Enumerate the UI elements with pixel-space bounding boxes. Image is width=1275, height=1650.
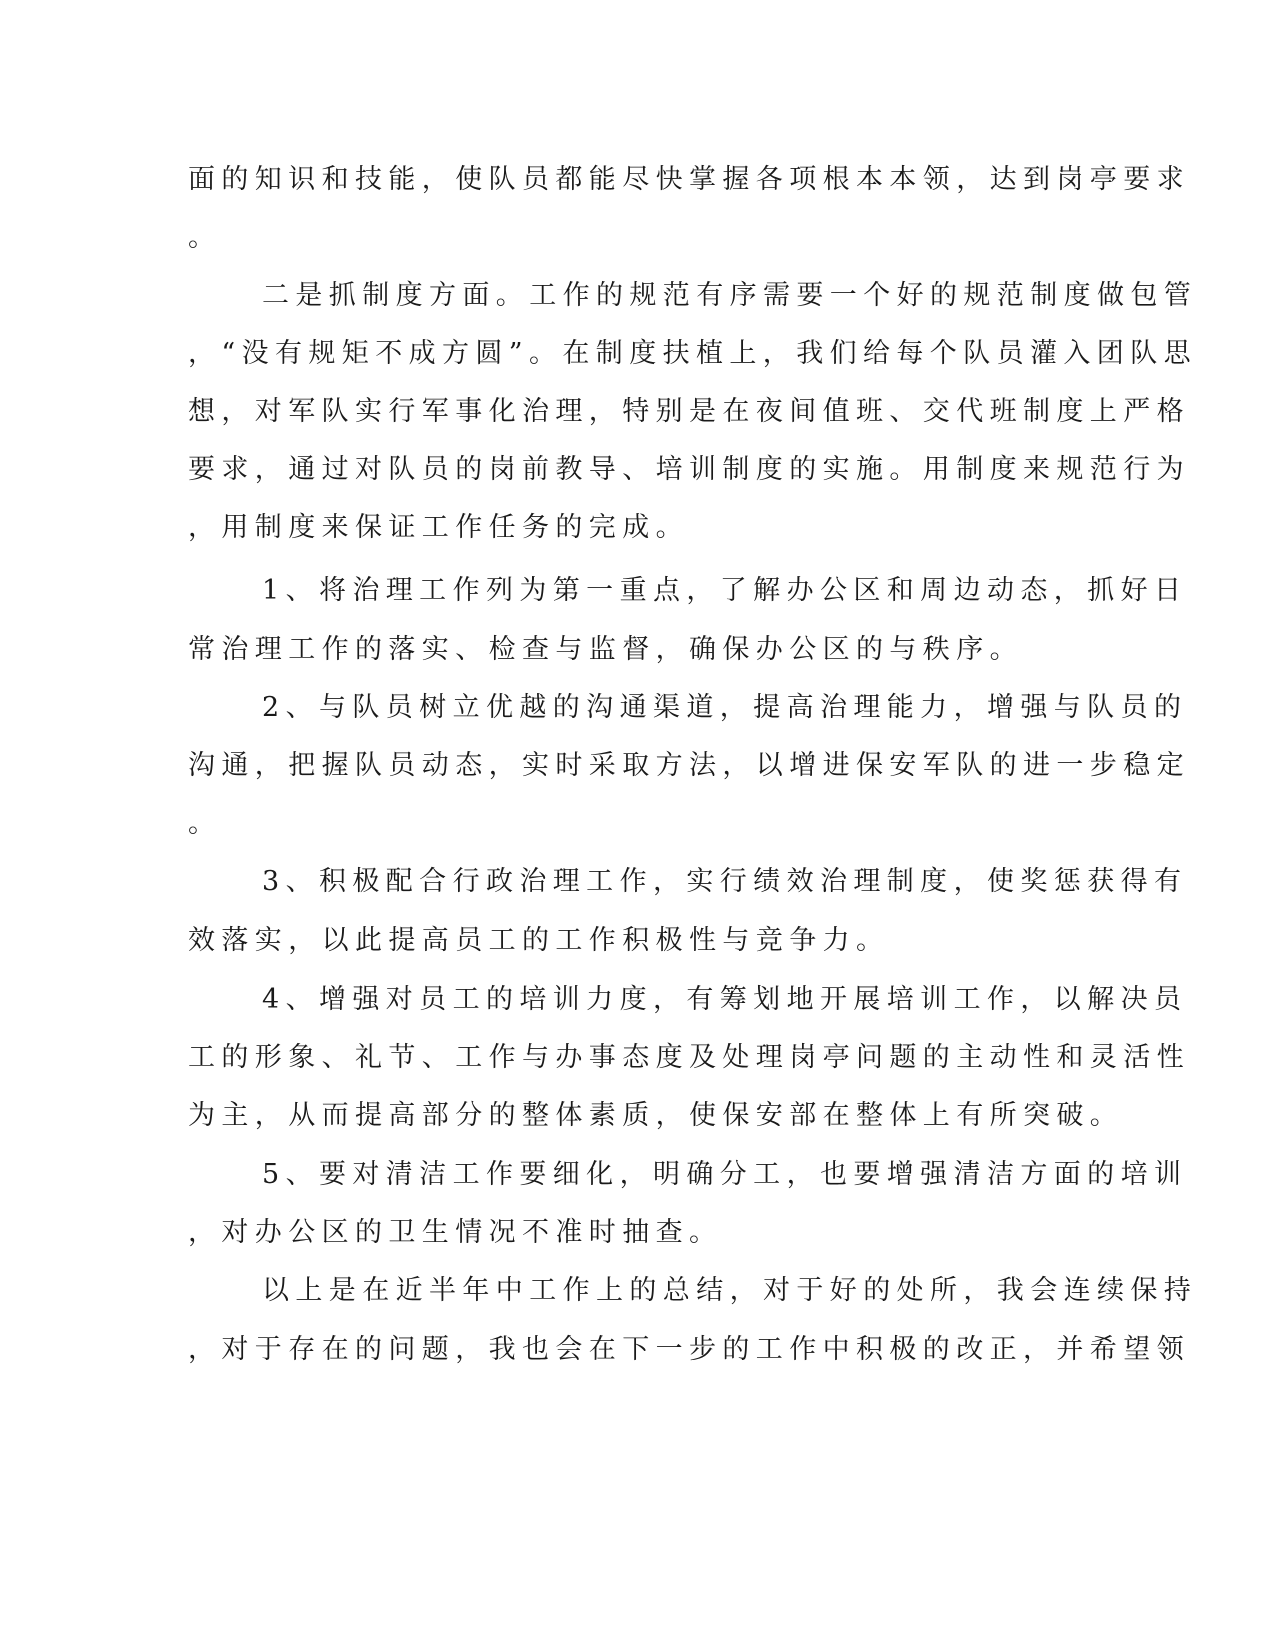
list-item-4: 4、增强对员工的培训力度，有筹划地开展培训工作，以解决员 (262, 984, 1188, 1015)
text-line: ，对于存在的问题，我也会在下一步的工作中积极的改正，并希望领 (188, 1334, 1190, 1365)
list-item-5: 5、要对清洁工作要细化，明确分工，也要增强清洁方面的培训 (262, 1159, 1188, 1190)
text-line: ，“没有规矩不成方圆”。在制度扶植上，我们给每个队员灌入团队思 (188, 338, 1198, 369)
text-line: 工的形象、礼节、工作与办事态度及处理岗亭问题的主动性和灵活性 (188, 1042, 1190, 1073)
text-line: 。 (188, 222, 222, 253)
list-item-1: 1、将治理工作列为第一重点，了解办公区和周边动态，抓好日 (262, 575, 1188, 606)
text-line: 效落实，以此提高员工的工作积极性与竞争力。 (188, 925, 890, 956)
paragraph-first-line: 二是抓制度方面。工作的规范有序需要一个好的规范制度做包管 (262, 280, 1198, 311)
list-item-3: 3、积极配合行政治理工作，实行绩效治理制度，使奖惩获得有 (262, 866, 1188, 897)
text-line: 想，对军队实行军事化治理，特别是在夜间值班、交代班制度上严格 (188, 396, 1190, 427)
text-line: 常治理工作的落实、检查与监督，确保办公区的与秩序。 (188, 634, 1023, 665)
text-line: 。 (188, 808, 222, 839)
text-line: 沟通，把握队员动态，实时采取方法，以增进保安军队的进一步稳定 (188, 750, 1190, 781)
text-line: 面的知识和技能，使队员都能尽快掌握各项根本本领，达到岗亭要求 (188, 164, 1190, 195)
list-item-2: 2、与队员树立优越的沟通渠道，提高治理能力，增强与队员的 (262, 692, 1188, 723)
text-line: 要求，通过对队员的岗前教导、培训制度的实施。用制度来规范行为 (188, 454, 1190, 485)
text-line: ，用制度来保证工作任务的完成。 (188, 512, 689, 543)
text-line: 为主，从而提高部分的整体素质，使保安部在整体上有所突破。 (188, 1100, 1124, 1131)
paragraph-first-line: 以上是在近半年中工作上的总结，对于好的处所，我会连续保持 (262, 1275, 1198, 1306)
text-line: ，对办公区的卫生情况不准时抽查。 (188, 1217, 723, 1248)
